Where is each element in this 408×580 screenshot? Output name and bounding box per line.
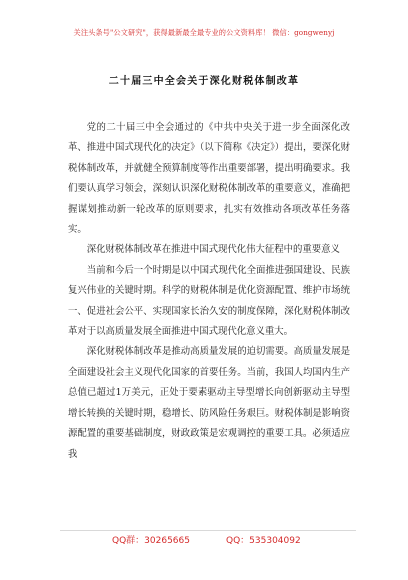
paragraph: 深化财税体制改革在推进中国式现代化伟大征程中的重要意义	[86, 244, 340, 256]
paragraph: 党的二十届三中全会通过的《中共中央关于进一步全面深化改革、推进中国式现代化的决定》（以下简称《决定》）提出，要深化财税体制改革，并就健全预算制度等作出重要部署，提出明确要求。我们要认真学习领会，深刻认识深化财税体制改革的重要意义，准确把握谋划推动新一轮改革的原则要求，扎实有效推动各项改革任务落实。	[68, 122, 350, 236]
footer-qq-group: QQ群：30265665	[112, 536, 190, 546]
paragraph: 深化财税体制改革是推动高质量发展的迫切需要。高质量发展是全面建设社会主义现代化国家的首要任务。当前，我国人均国内生产总值已超过1万美元，正处于要素驱动主导型增长向创新驱动主导型增长转换的关键时期，稳增长、防风险任务艰巨。财税体制是影响资源配置的重要基础制度，财政政策是宏观调控的重要工具。必须适应我	[68, 346, 350, 460]
footer-divider	[60, 530, 356, 546]
document-title: 二十届三中全会关于深化财税体制改革	[108, 76, 300, 87]
header-banner: 关注头条号"公文研究"，获得最新最全最专业的公文资料库！ 微信：gongwenyj	[73, 28, 335, 37]
paragraph: 当前和今后一个时期是以中国式现代化全面推进强国建设、民族复兴伟业的关键时期。科学的财税体制是优化资源配置、维护市场统一、促进社会公平、实现国家长治久安的制度保障，深化财税体制改革对于以高质量发展全面推进中国式现代化意义重大。	[68, 264, 350, 338]
footer-qq-number: QQ：535304092	[226, 536, 301, 546]
document-body	[68, 118, 350, 465]
